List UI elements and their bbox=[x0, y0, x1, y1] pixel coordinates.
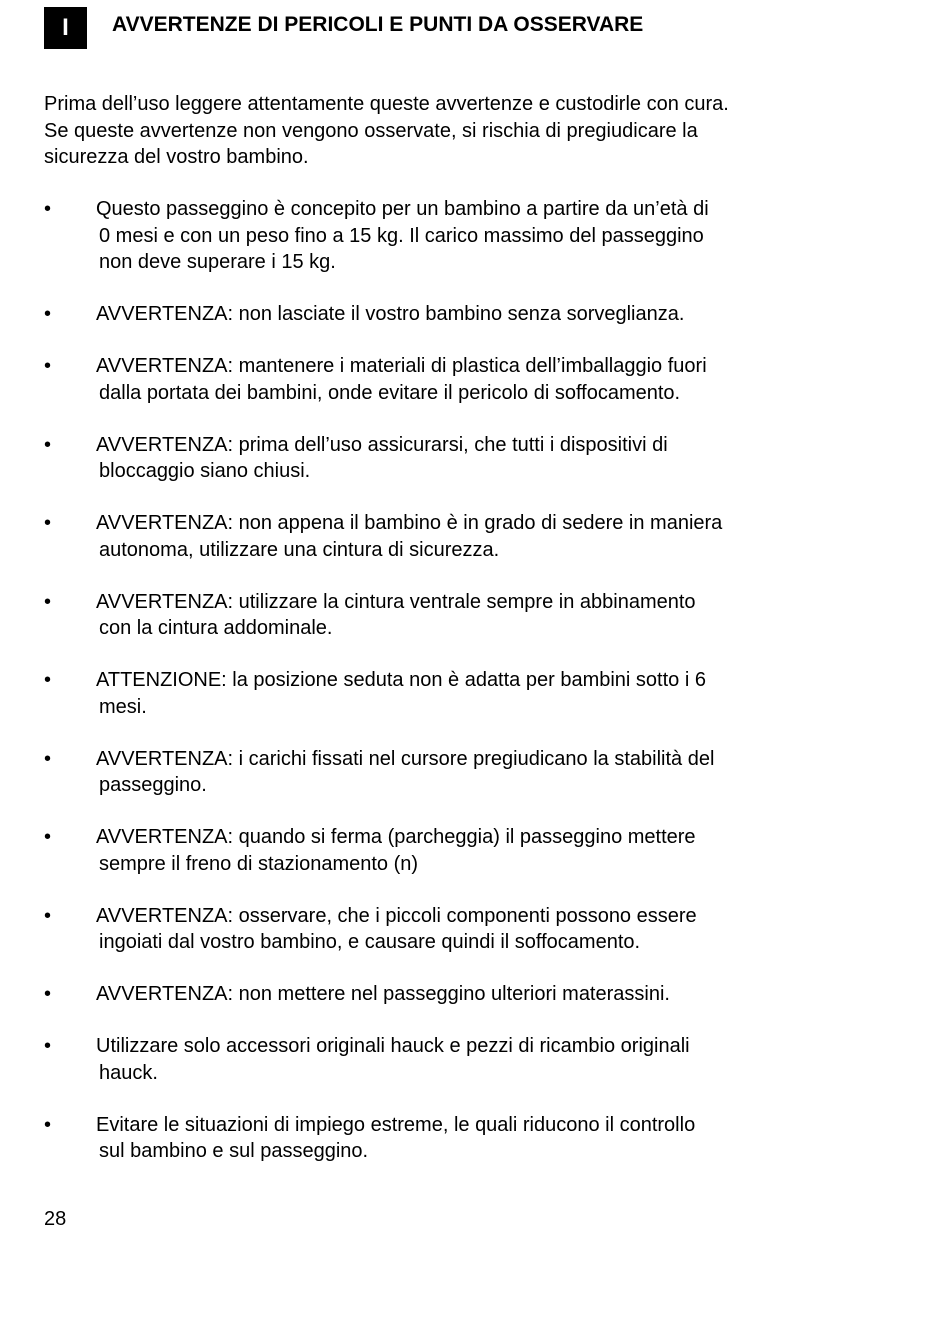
warning-item bbox=[44, 824, 904, 877]
warning-item bbox=[44, 1033, 904, 1086]
warning-item-line: AVVERTENZA: utilizzare la cintura ventrale sempre in abbinamento bbox=[96, 590, 696, 613]
warning-item-line: autonoma, utilizzare una cintura di sicurezza. bbox=[99, 538, 500, 561]
intro-paragraph bbox=[44, 91, 874, 171]
bullet-icon: • bbox=[44, 198, 52, 220]
bullet-icon: • bbox=[44, 512, 52, 534]
intro-line: Prima dell’uso leggere attentamente queste avvertenze e custodirle con cura. bbox=[44, 93, 729, 115]
bullet-icon: • bbox=[44, 904, 52, 927]
warning-item-line: Utilizzare solo accessori originali hauck e pezzi di ricambio originali bbox=[96, 1035, 690, 1057]
intro-line: sicurezza del vostro bambino. bbox=[44, 146, 309, 168]
bullet-icon: • bbox=[44, 355, 52, 377]
warning-item-line: non deve superare i 15 kg. bbox=[99, 251, 336, 273]
bullet-icon: • bbox=[44, 826, 52, 848]
warning-list bbox=[44, 196, 904, 1190]
warning-item bbox=[44, 196, 904, 276]
bullet-icon: • bbox=[44, 590, 52, 613]
warning-item-line: passeggino. bbox=[99, 774, 207, 796]
intro-line: Se queste avvertenze non vengono osservate, si rischia di pregiudicare la bbox=[44, 119, 698, 142]
warning-item bbox=[44, 746, 904, 799]
warning-item-line: ingoiati dal vostro bambino, e causare quindi il soffocamento. bbox=[99, 931, 641, 953]
warning-item bbox=[44, 667, 904, 720]
bullet-icon: • bbox=[44, 1113, 52, 1136]
warning-item-line: AVVERTENZA: quando si ferma (parcheggia) il passeggino mettere bbox=[96, 826, 696, 848]
page-title: AVVERTENZE DI PERICOLI E PUNTI DA OSSERVARE bbox=[112, 13, 644, 36]
language-badge: I bbox=[44, 7, 87, 49]
warning-item bbox=[44, 432, 904, 485]
warning-item-line: AVVERTENZA: non lasciate il vostro bambino senza sorveglianza. bbox=[96, 303, 685, 325]
warning-item bbox=[44, 903, 904, 956]
warning-item bbox=[44, 301, 904, 328]
warning-item-line: con la cintura addominale. bbox=[99, 617, 333, 639]
warning-item-line: AVVERTENZA: non appena il bambino è in grado di sedere in maniera bbox=[96, 512, 723, 534]
warning-item-line: Questo passeggino è concepito per un bambino a partire da un’età di bbox=[96, 198, 709, 220]
warning-item-line: dalla portata dei bambini, onde evitare il pericolo di soffocamento. bbox=[99, 381, 681, 404]
warning-item bbox=[44, 353, 904, 406]
warning-item-line: hauck. bbox=[99, 1061, 158, 1084]
warning-item bbox=[44, 589, 904, 642]
bullet-icon: • bbox=[44, 747, 52, 770]
page-number: 28 bbox=[44, 1208, 67, 1230]
bullet-icon: • bbox=[44, 983, 52, 1005]
warning-item bbox=[44, 1112, 904, 1165]
warning-item-line: ATTENZIONE: la posizione seduta non è adatta per bambini sotto i 6 bbox=[96, 669, 706, 691]
warning-item-line: mesi. bbox=[99, 695, 147, 718]
warning-item-line: AVVERTENZA: prima dell’uso assicurarsi, che tutti i dispositivi di bbox=[96, 433, 668, 456]
warning-item-line: Evitare le situazioni di impiego estreme, le quali riducono il controllo bbox=[96, 1113, 696, 1136]
warning-item-line: AVVERTENZA: osservare, che i piccoli componenti possono essere bbox=[96, 904, 697, 927]
bullet-icon: • bbox=[44, 303, 52, 325]
bullet-icon: • bbox=[44, 669, 52, 691]
warning-item-line: 0 mesi e con un peso fino a 15 kg. Il carico massimo del passeggino bbox=[99, 224, 704, 247]
warning-item bbox=[44, 510, 904, 563]
warning-item-line: bloccaggio siano chiusi. bbox=[99, 460, 311, 482]
warning-item-line: AVVERTENZA: i carichi fissati nel cursore pregiudicano la stabilità del bbox=[96, 747, 715, 770]
warning-item-line: AVVERTENZA: non mettere nel passeggino ulteriori materassini. bbox=[96, 983, 670, 1005]
warning-item-line: sempre il freno di stazionamento (n) bbox=[99, 852, 419, 875]
bullet-icon: • bbox=[44, 433, 52, 456]
warning-item bbox=[44, 981, 904, 1008]
warning-item-line: AVVERTENZA: mantenere i materiali di plastica dell’imballaggio fuori bbox=[96, 355, 707, 377]
bullet-icon: • bbox=[44, 1035, 52, 1057]
warning-item-line: sul bambino e sul passeggino. bbox=[99, 1140, 369, 1162]
